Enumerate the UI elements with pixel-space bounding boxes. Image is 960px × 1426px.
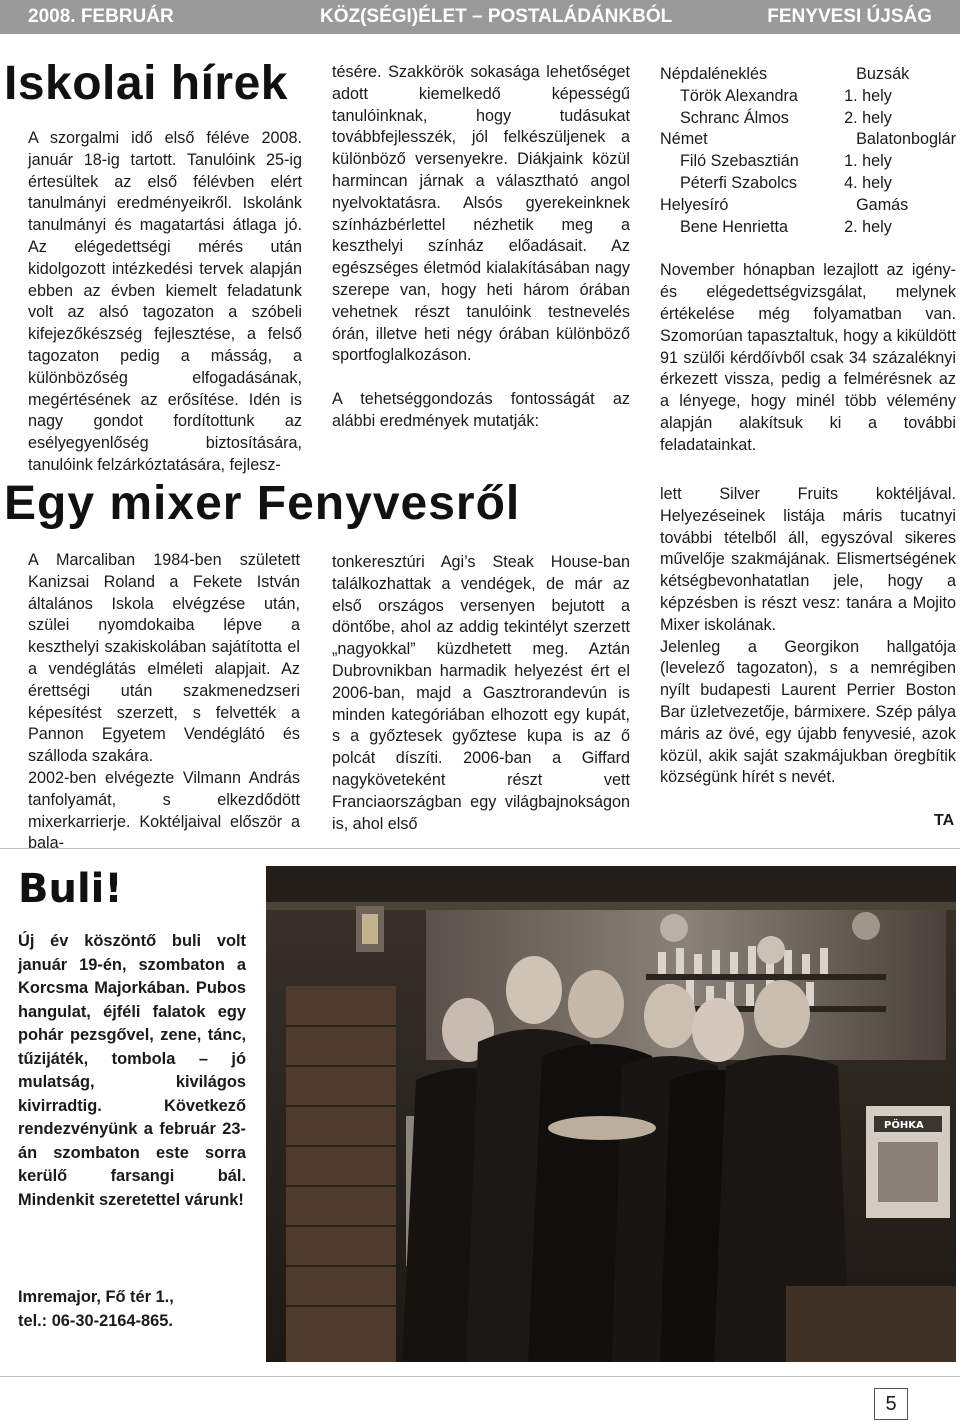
result-row [660, 86, 956, 108]
party-photo [266, 866, 956, 1362]
mixer-col2-text: tonkeresztúri Agi’s Steak House-ban találkozhattak a vendégek, de már az első országos versenyen bejutott a döntőbe, ahol az addig tekintélyt szerzett „nagyokkal” küzdhetett meg. Aztán Dubrovnikban harmadik helyezést ért el 2006-ban, majd a Gasztrorandevún is minden kategóriában elhozott egy kupát, s a győztesek győztese kupa is az ő polcát díszíti. 2006-ban a Giffard nagyköveteként részt vett Franciaországban egy világbajnokságon is, ahol első [332, 553, 630, 833]
school-col3-text: November hónapban lezajlott az igény- és elégedettségvizsgálat, melynek értékelése még folyamatban van. Szomorúan tapasztaltuk, hogy a kiküldött 91 szülői kérdőívből csak 34 százaléknyi érkezett vissza, pedig a felmérésnek az a lényege, hogy minél több vélemény alapján alakítsuk ki a további feladatainkat. [660, 261, 956, 454]
result-row [660, 217, 956, 239]
result-row [660, 151, 956, 173]
mixer-col3-text: lett Silver Fruits koktéljával. Helyezéseinek listája máris tucatnyi további tételből áll, egyszóval sikeres művelője szakmájának. Elismertségének kétségbevonhatatlan jele, hogy a képzésben is részt vesz: tanára a Mojito Mixer iskolának. [660, 485, 956, 634]
mixer-col3-text-2: Jelenleg a Georgikon hallgatója (levelező tagozaton), s a nemrégiben nyílt budapesti Laurent Perrier Boston Bar üzletvezetője, bármixere. Szép pálya máris az övé, egy újabb fenyvesié, azok közül, akik saját szakmájukban öregbítik községünk hírét s nevét. [660, 637, 956, 787]
student-place: 1. hely [844, 86, 892, 105]
header-section: KÖZ(SÉGI)ÉLET – POSTALÁDÁNKBÓL [320, 6, 673, 27]
party-address [18, 1286, 258, 1333]
party-title: Buli! [18, 866, 123, 912]
school-column-3 [660, 64, 956, 457]
student-name: Bene Henrietta [680, 217, 788, 236]
student-name: Schranc Álmos [680, 108, 789, 127]
category-location: Gamás [856, 195, 909, 214]
mixer-article-title: Egy mixer Fenyvesről [4, 477, 521, 530]
school-col2-text: tésére. Szakkörök sokasága lehetőséget adott kiemelkedő képességű tanulóinknak, hogy tudásukat továbbfejlesszék, jól felkészüljenek a különböző versenyekre. Diákjaink közül harmincan járnak a választható angol nyelvoktatásra. Alsós gyerekeinknek színházbérlettel nézhetik meg a keszthelyi színház előadásait. Az egészséges életmód kialakításában nagy szerepe van, hogy heti három órában vehetnek részt tanulóink testnevelés órán, illetve heti négy órában különböző sportfoglalkozáson. [332, 63, 630, 365]
student-place: 2. hely [844, 108, 892, 127]
school-column-2 [332, 62, 630, 433]
student-place: 2. hely [844, 217, 892, 236]
competition-results [660, 64, 956, 238]
page-header [0, 0, 960, 34]
result-category [660, 64, 956, 86]
section-divider [0, 848, 960, 849]
category-name: Német [660, 130, 708, 149]
header-date: 2008. FEBRUÁR [28, 6, 174, 27]
school-column-1 [28, 128, 302, 477]
student-name: Péterfi Szabolcs [680, 173, 797, 192]
result-row [660, 173, 956, 195]
author-signature: TA [934, 812, 955, 829]
category-name: Helyesíró [660, 195, 729, 214]
school-col2-talent: A tehetséggondozás fontosságát az alábbi eredmények mutatják: [332, 390, 630, 430]
mixer-column-3 [660, 484, 956, 789]
student-name: Filó Szebasztián [680, 152, 799, 171]
page-number: 5 [874, 1388, 908, 1420]
school-news-title: Iskolai hírek [4, 57, 288, 110]
result-row [660, 108, 956, 130]
address-line: Imremajor, Fő tér 1., [18, 1288, 174, 1306]
student-name: Török Alexandra [680, 86, 798, 105]
result-category [660, 129, 956, 151]
party-announcement: Új év köszöntő buli volt január 19-én, szombaton a Korcsma Majorkában. Pubos hangulat, éjféli falatok egy pohár pezsgővel, zene, tánc, tűzijáték, tombola – jó mulatság, kivilágos kivirradtig. Következő rendezvényünk a február 23-án szombaton este sorra kerülő farsangi bál. Mindenkit szeretettel várunk! [18, 932, 246, 1209]
result-category [660, 195, 956, 217]
footer-divider [0, 1376, 960, 1377]
mixer-column-1 [28, 550, 300, 855]
category-name: Népdaléneklés [660, 65, 768, 83]
mixer-column-2 [332, 552, 630, 835]
poster-label: PÖHKA [884, 1120, 924, 1131]
svg-text:PÖHKA [884, 1117, 924, 1131]
category-location: Buzsák [856, 65, 910, 83]
student-place: 1. hely [844, 152, 892, 171]
photo-illustration [266, 866, 956, 1362]
category-location: Balatonboglár [856, 130, 956, 149]
phone-line: tel.: 06-30-2164-865. [18, 1311, 173, 1330]
mixer-col1-text-2: 2002-ben elvégezte Vilmann András tanfolyamát, s elkezdődött mixerkarrierje. Koktéljaival először a bala- [28, 768, 300, 853]
header-publication: FENYVESI ÚJSÁG [767, 6, 932, 27]
school-col1-text: A szorgalmi idő első féléve 2008. január 18-ig tartott. Tanulóink 25-ig értesültek az első félévben elért tanulmányi eredményeikről. Iskolánk tanulmányi és magatartási átlaga jó. Az elégedettségi mérés után kidolgozott intézkedési tervek alapján ebben az évben kiemelt feladatunk volt az alsó tagozaton a szóbeli kifejezőkészség fejlesztése, a felső tagozaton pedig a másság, a különbözőség elfogadásának, megértésének az erősítése. Idén is nagy gondot fordítottunk az esélyegyenlőség biztosítására, tanulóink felzárkóztatására, fejlesz- [28, 129, 302, 474]
student-place: 4. hely [844, 173, 892, 192]
mixer-col1-text: A Marcaliban 1984-ben született Kanizsai Roland a Fekete István általános Iskola elvégzése után, szülei nyomdokaiba lépve a keszthelyi szakiskolában sajátította el a vendéglátás elméleti alapjait. Az érettségi után szakmenedzseri képesítést szerzett, s felvették a Pannon Egyetem Vendéglátó és szálloda szakára. [28, 551, 300, 766]
